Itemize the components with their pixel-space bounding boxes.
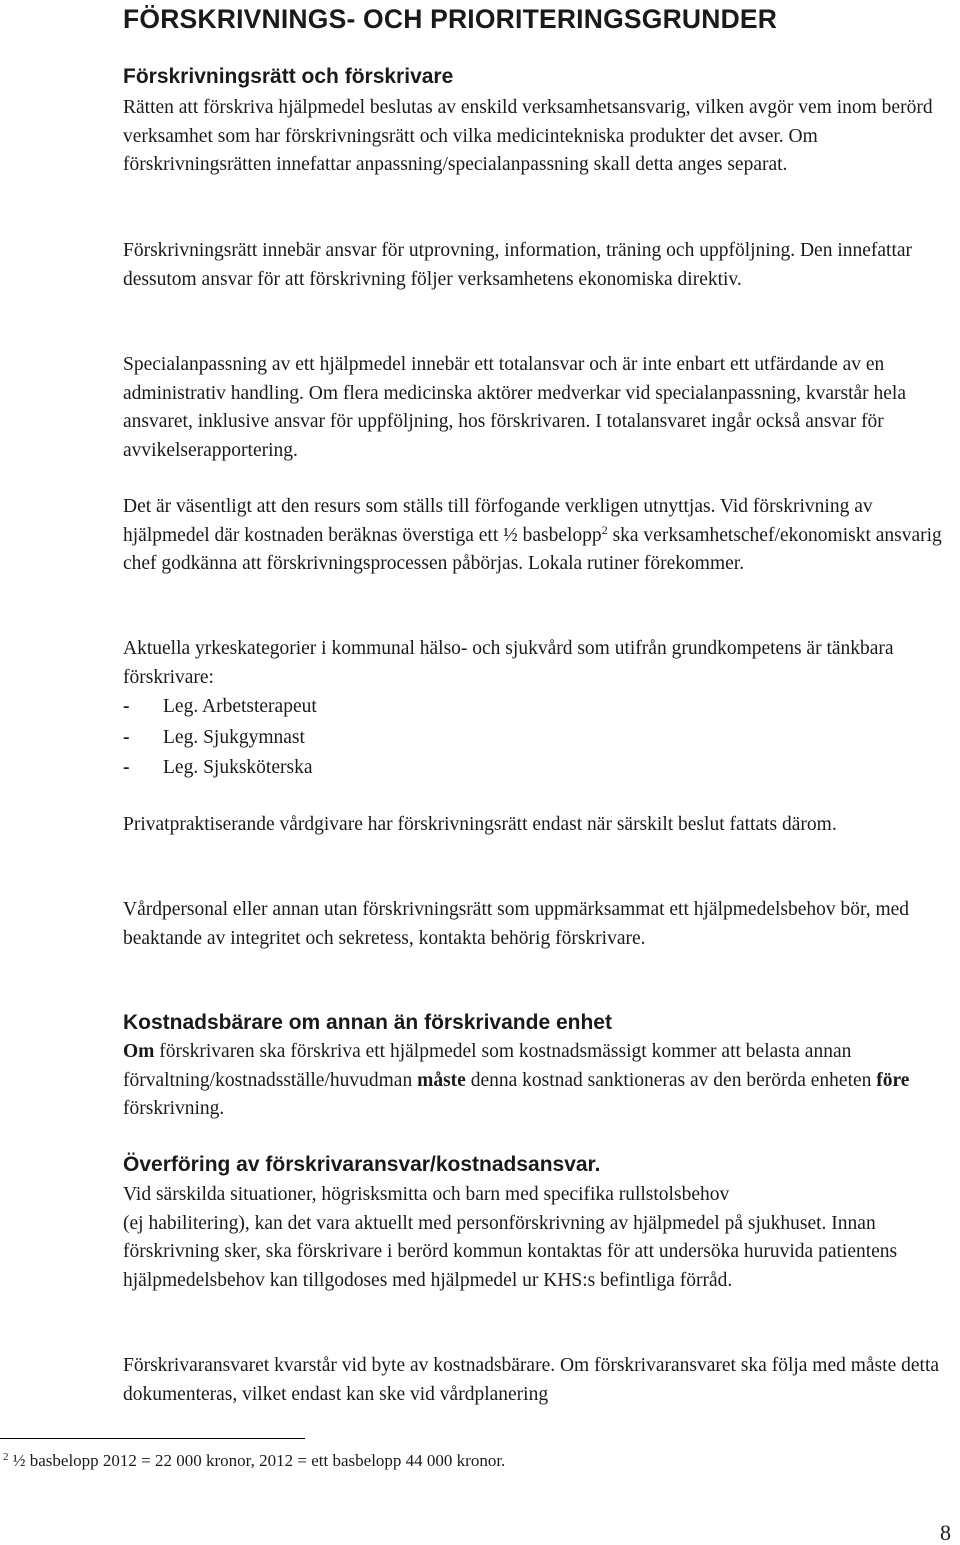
- text-run: Vid särskilda situationer, högrisksmitta och barn med specifika rullstolsbehov: [123, 1184, 730, 1205]
- paragraph-responsibility: Förskrivningsrätt innebär ansvar för utprovning, information, träning och uppföljning. Den innefattar dessutom ansvar för att förskrivning följer verksamhetens ekonomiska direktiv.: [123, 240, 913, 290]
- list-item-text: Leg. Sjukgymnast: [163, 726, 305, 748]
- paragraph-private: Privatpraktiserande vårdgivare har förskrivningsrätt endast när särskilt beslut fattats därom.: [123, 814, 837, 835]
- bold-maste: måste: [417, 1069, 466, 1091]
- paragraph-resources-text-a: Det är väsentligt att den resurs som ställs till förfogande verkligen utnyttjas. Vid förskrivning av hjälpmedel där kostnaden beräknas överstiga ett ½ basbelopp: [123, 496, 873, 546]
- text-run: denna kostnad sanktioneras av den berörda enheten: [465, 1069, 877, 1091]
- footnote-ref: 2: [601, 522, 608, 537]
- bold-fore: före: [876, 1069, 910, 1091]
- list-item: [123, 753, 317, 784]
- list-item: [123, 723, 317, 754]
- profession-list: [123, 692, 317, 784]
- paragraph-resources: [123, 493, 953, 579]
- list-item-text: Leg. Sjuksköterska: [163, 757, 313, 778]
- paragraph-cost-bearer: [123, 1038, 953, 1124]
- footnote-separator: [0, 1438, 305, 1439]
- list-item: [123, 692, 317, 723]
- paragraph-special-adaptation: Specialanpassning av ett hjälpmedel innebär ett totalansvar och är inte enbart ett utfärdande av en administrativ handling. Om flera medicinska aktörer medverkar vid specialanpassning, kvarstår hela ansvaret, inklusive ansvar för uppföljning, hos förskrivaren. I totalansvaret ingår också ansvar för avvikelserapportering.: [123, 354, 906, 461]
- paragraph-transfer: [123, 1181, 959, 1295]
- text-run: (ej habilitering), kan det vara aktuellt med personförskrivning av hjälpmedel på sjukhuset. Innan förskrivning sker, ska förskrivare i berörd kommun kontaktas för att undersöka huruvida patientens hjälpmedelsbehov kan tillgodoses med hjälpmedel ur KHS:s befintliga förråd.: [123, 1212, 898, 1291]
- footnote-text: ½ basbelopp 2012 = 22 000 kronor, 2012 = ett basbelopp 44 000 kronor.: [8, 1451, 506, 1470]
- footnote: [3, 1451, 505, 1471]
- list-item-text: Leg. Arbetsterapeut: [163, 696, 317, 717]
- paragraph-decision: Rätten att förskriva hjälpmedel beslutas av enskild verksamhetsansvarig, vilken avgör vem inom berörd verksamhet som har förskrivningsrätt och vilka medicintekniska produkter det avser. Om förskrivningsrätten innefattar anpassning/specialanpassning skall detta anges separat.: [123, 97, 933, 175]
- paragraph-professions: Aktuella yrkeskategorier i kommunal hälso- och sjukvård som utifrån grundkompetens är tänkbara förskrivare:: [123, 638, 894, 688]
- page-number: 8: [940, 1520, 951, 1545]
- section-heading-transfer: Överföring av förskrivaransvar/kostnadsansvar.: [123, 1153, 601, 1176]
- text-run: förskrivning.: [123, 1098, 225, 1119]
- paragraph-prescriber-responsibility: Förskrivaransvaret kvarstår vid byte av kostnadsbärare. Om förskrivaransvaret ska följa med måste detta dokumenteras, vilket endast kan ske vid vårdplanering: [123, 1355, 940, 1405]
- footnote-marker: 2: [3, 1451, 9, 1463]
- section-heading-prescription-rights: Förskrivningsrätt och förskrivare: [123, 65, 454, 88]
- text-run: förskrivaren ska förskriva ett hjälpmedel som kostnadsmässigt kommer att belasta annan förvaltning/kostnadsställe/huvudman: [123, 1041, 852, 1091]
- bold-om: Om: [123, 1041, 155, 1062]
- paragraph-care-staff: Vårdpersonal eller annan utan förskrivningsrätt som uppmärksammat ett hjälpmedelsbehov bör, med beaktande av integritet och sekretess, kontakta behörig förskrivare.: [123, 899, 910, 949]
- page-title: FÖRSKRIVNINGS- OCH PRIORITERINGSGRUNDER: [123, 4, 778, 34]
- list-dash: -: [123, 757, 130, 778]
- list-dash: -: [123, 726, 130, 748]
- list-dash: -: [123, 696, 130, 717]
- section-heading-cost-bearer: Kostnadsbärare om annan än förskrivande enhet: [123, 1011, 612, 1034]
- paragraph-resources-text-b: ska verksamhetschef/ekonomiskt ansvarig chef godkänna att förskrivningsprocessen påbörjas. Lokala rutiner förekommer.: [123, 524, 942, 574]
